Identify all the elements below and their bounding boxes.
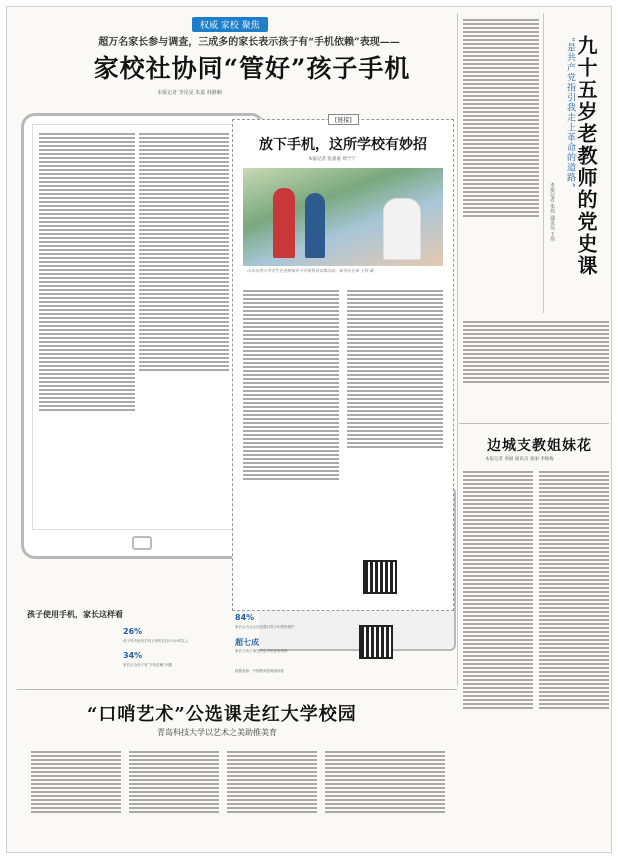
link-tag: [链接]	[328, 114, 359, 125]
story-text-column	[39, 131, 135, 521]
column-divider	[543, 13, 544, 313]
qr-code	[359, 625, 393, 659]
story-subtitle: 超万名家长参与调查，三成多的家长表示孩子有“手机依赖”表现——	[98, 37, 400, 48]
story-byline: 本报记者 李见见 朱嘉 林静娴	[157, 90, 222, 96]
bottom-text-column	[31, 749, 121, 849]
bottom-text-column	[325, 749, 445, 849]
link-headline: 放下手机，这所学校有妙招	[259, 137, 427, 153]
stat-desc: 家长与孩子事先约定手机使用规则	[235, 649, 288, 653]
link-byline: 本报记者 张嘉嘉 周宁宁	[308, 157, 356, 162]
stat-value: 超七成	[235, 638, 259, 647]
story-text-column	[139, 131, 229, 521]
photo-figure	[383, 198, 421, 260]
bottom-text-column	[129, 749, 219, 849]
stat-value: 34%	[123, 651, 143, 660]
edge-text-column	[463, 469, 533, 847]
phone-home-button	[132, 536, 152, 550]
stat-desc: 家长认为孩子有“手机依赖”问题	[123, 663, 173, 667]
edge-story-headline: 边城支教姐妹花	[487, 438, 592, 454]
stats-source: 数据来源：中国教育报调查问卷	[235, 669, 284, 673]
bottom-headline: “口哨艺术”公选课走红大学校园	[87, 704, 357, 725]
stats-title: 孩子使用手机，家长这样看	[27, 610, 123, 619]
section-kicker: 权威 家校 聚焦	[192, 17, 268, 32]
photo-caption: 山东东营小学学生在老师指导下开展科技实践活动。新华社记者 王科 摄	[247, 268, 374, 273]
stat-value: 84%	[235, 613, 255, 622]
right-story-kicker: “是共产党指引我走上革命的道路”	[565, 37, 575, 189]
phone-frame-graphic	[21, 113, 265, 559]
link-text-column	[243, 288, 339, 588]
stat-value: 26%	[123, 627, 143, 636]
story-headline: 家校社协同“管好”孩子手机	[93, 54, 411, 83]
section-divider	[459, 423, 609, 424]
bottom-subtitle: 青岛科技大学以艺术之美助推美育	[157, 728, 277, 737]
photo-figure	[305, 193, 325, 258]
newspaper-page	[6, 6, 612, 853]
stat-desc: 家长认为社会应加强对青少年网络保护	[235, 625, 295, 629]
column-divider	[457, 13, 458, 686]
link-text-column	[347, 288, 443, 548]
edge-story-byline: 本报记者 周丽 通讯员 张丽 李梅梅	[485, 457, 554, 462]
right-story-headline: 九十五岁老教师的党史课	[574, 35, 598, 277]
right-text-block	[463, 319, 609, 419]
news-photo	[243, 168, 443, 266]
bottom-text-column	[227, 749, 317, 849]
phone-screen	[32, 124, 254, 530]
edge-text-column	[539, 469, 609, 847]
photo-figure	[273, 188, 295, 258]
sidebar-link-box	[232, 119, 454, 611]
qr-code	[363, 560, 397, 594]
right-story-byline: 本报记者 朱伟 通讯员 王伟	[549, 182, 555, 242]
section-divider	[17, 689, 457, 690]
stat-desc: 孩子每天使用手机上网时长在0.5小时以上	[123, 639, 189, 643]
right-text-column	[463, 17, 539, 317]
